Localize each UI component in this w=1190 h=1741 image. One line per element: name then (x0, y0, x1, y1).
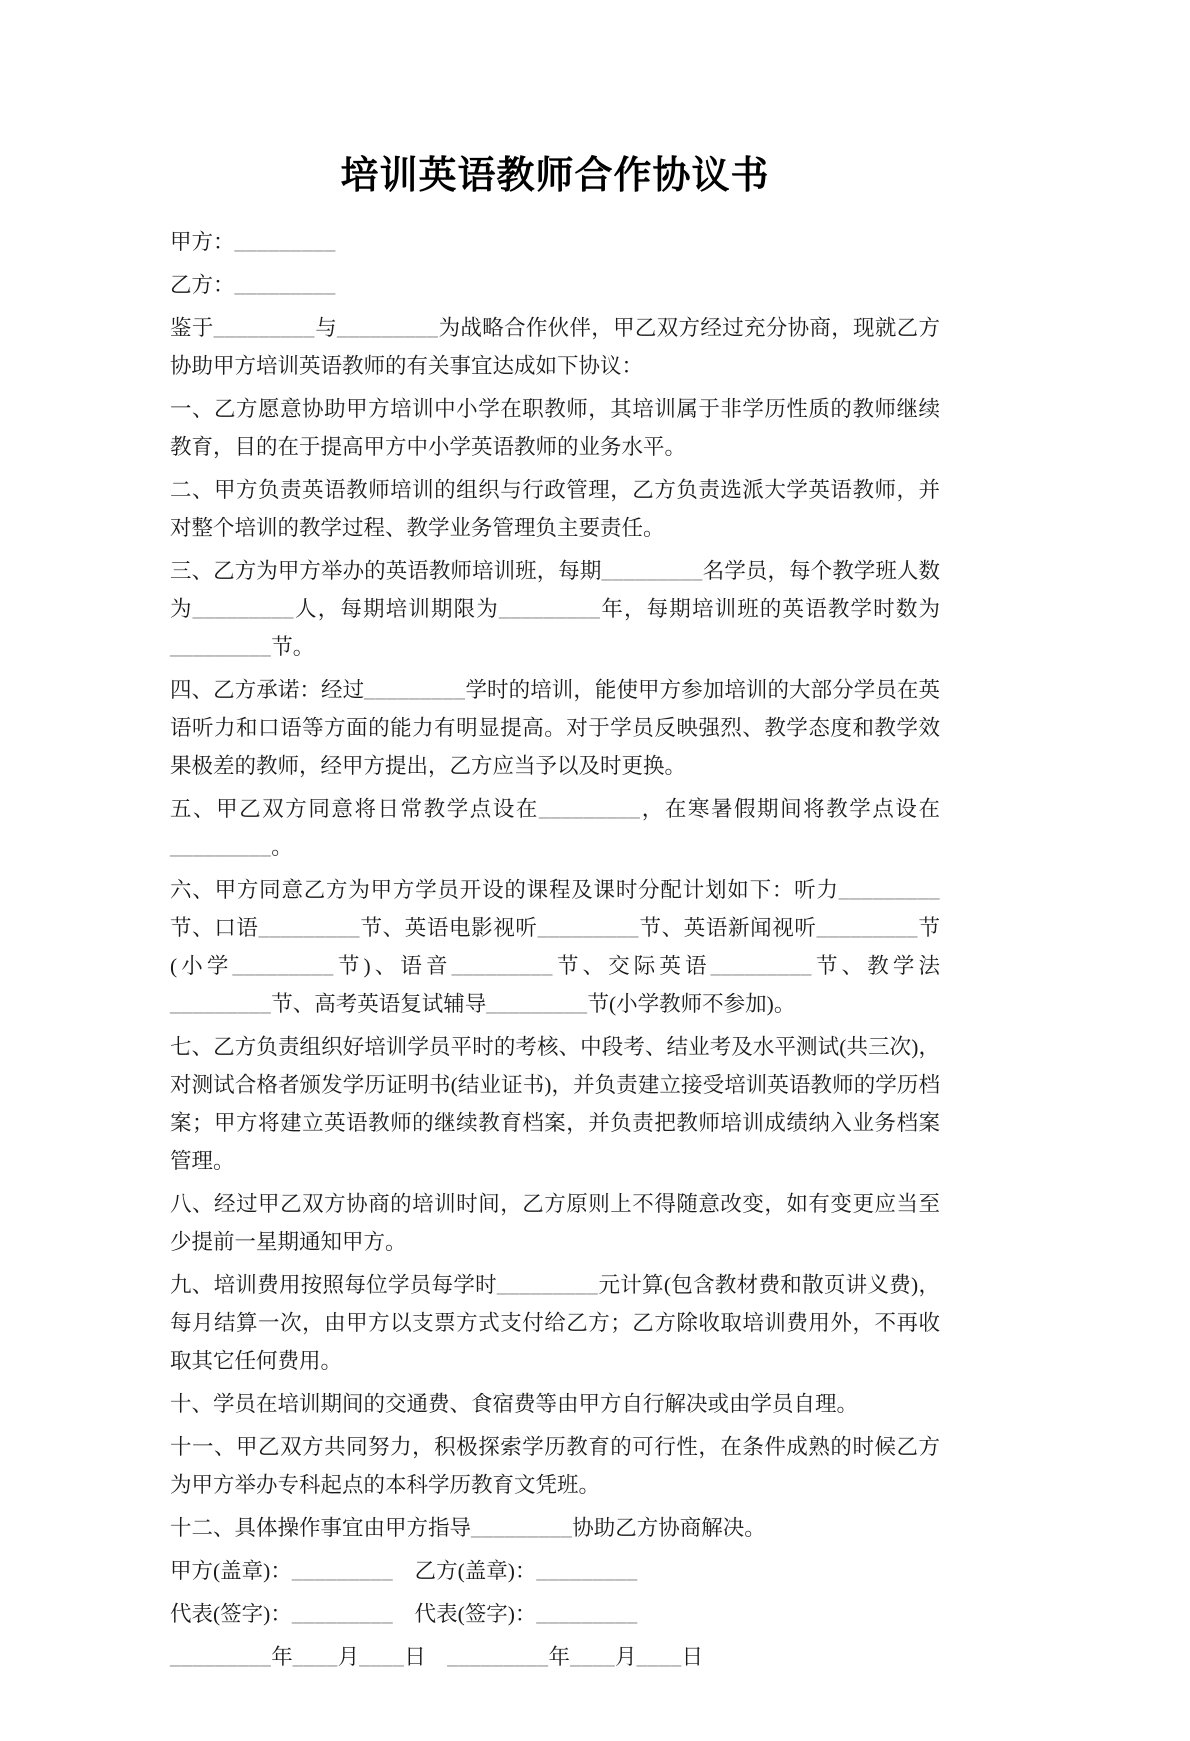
signature-sign-line: 代表(签字)：_________ 代表(签字)：_________ (170, 1602, 638, 1626)
blank-field: _________ (234, 230, 336, 254)
blank-field: ____ (292, 1645, 338, 1669)
signature-seal-line: 甲方(盖章)：_________ 乙方(盖章)：_________ (170, 1559, 638, 1583)
blank-field: _________ (537, 916, 639, 940)
blank-field: _________ (710, 954, 812, 978)
blank-field: _________ (291, 1602, 394, 1626)
date-line: _________年____月____日 _________年____月____日 (170, 1645, 704, 1669)
preamble: 鉴于_________与_________为战略合作伙伴，甲乙双方经过充分协商，现就乙方协助甲方培训英语教师的有关事宜达成如下协议： (170, 316, 940, 378)
blank-field: _________ (234, 273, 336, 297)
blank-field: _________ (258, 916, 360, 940)
document-title: 培训英语教师合作协议书 (340, 155, 770, 197)
blank-field: _________ (496, 1273, 599, 1297)
blank-field: _________ (838, 878, 940, 902)
blank-field: _________ (816, 916, 918, 940)
blank-field: _________ (536, 1559, 638, 1583)
clause-2: 二、甲方负责英语教师培训的组织与行政管理，乙方负责选派大学英语教师，并对整个培训的教学过程、教学业务管理负主要责任。 (170, 478, 940, 540)
clause-1: 一、乙方愿意协助甲方培训中小学在职教师，其培训属于非学历性质的教师继续教育，目的在于提高甲方中小学英语教师的业务水平。 (170, 397, 940, 459)
clause-6: 六、甲方同意乙方为甲方学员开设的课程及课时分配计划如下：听力_________节、口语_________节、英语电影视听_________节、英语新闻视听_________节(小学_________节)、语音_________节、交际英语_________节、教学法_________节、高考英语复试辅导_________节(小学教师不参加)。 (170, 878, 940, 1016)
blank-field: _________ (601, 559, 703, 583)
blank-field: _________ (364, 678, 466, 702)
clause-12: 十二、具体操作事宜由甲方指导_________协助乙方协商解决。 (170, 1516, 766, 1540)
blank-field: _________ (170, 1645, 272, 1669)
blank-field: _________ (337, 316, 439, 340)
blank-field: _________ (170, 992, 272, 1016)
line-party-b: 乙方：_________ (170, 273, 336, 297)
clause-11: 十一、甲乙双方共同努力，积极探索学历教育的可行性，在条件成熟的时候乙方为甲方举办专科起点的本科学历教育文凭班。 (170, 1435, 940, 1497)
blank-field: _________ (498, 597, 601, 621)
blank-field: _________ (486, 992, 588, 1016)
blank-field: _________ (538, 797, 641, 821)
blank-field: ____ (359, 1645, 405, 1669)
clause-3: 三、乙方为甲方举办的英语教师培训班，每期_________名学员，每个教学班人数为_________人，每期培训期限为_________年，每期培训班的英语教学时数为_________节。 (170, 559, 940, 659)
clause-7: 七、乙方负责组织好培训学员平时的考核、中段考、结业考及水平测试(共三次)，对测试合格者颁发学历证明书(结业证书)，并负责建立接受培训英语教师的学历档案；甲方将建立英语教师的继续教育档案，并负责把教师培训成绩纳入业务档案管理。 (170, 1035, 940, 1173)
clause-4: 四、乙方承诺：经过_________学时的培训，能使甲方参加培训的大部分学员在英语听力和口语等方面的能力有明显提高。对于学员反映强烈、教学态度和教学效果极差的教师，经甲方提出，乙方应当予以及时更换。 (170, 678, 940, 778)
clause-10: 十、学员在培训期间的交通费、食宿费等由甲方自行解决或由学员自理。 (170, 1392, 859, 1416)
blank-field: _________ (471, 1516, 573, 1540)
blank-field: _________ (192, 597, 294, 621)
blank-field: ____ (570, 1645, 616, 1669)
clause-8: 八、经过甲乙双方协商的培训时间，乙方原则上不得随意改变，如有变更应当至少提前一星期通知甲方。 (170, 1192, 940, 1254)
clause-9: 九、培训费用按照每位学员每学时_________元计算(包含教材费和散页讲义费)，每月结算一次，由甲方以支票方式支付给乙方；乙方除收取培训费用外，不再收取其它任何费用。 (170, 1273, 940, 1373)
blank-field: _________ (447, 1645, 549, 1669)
line-party-a: 甲方：_________ (170, 230, 336, 254)
clause-5: 五、甲乙双方同意将日常教学点设在_________，在寒暑假期间将教学点设在_________。 (170, 797, 940, 859)
blank-field: _________ (291, 1559, 394, 1583)
blank-field: _________ (536, 1602, 638, 1626)
blank-field: _________ (213, 316, 315, 340)
blank-field: ____ (636, 1645, 682, 1669)
blank-field: _________ (170, 635, 272, 659)
blank-field: _________ (170, 835, 272, 859)
blank-field: _________ (451, 954, 553, 978)
blank-field: _________ (232, 954, 334, 978)
